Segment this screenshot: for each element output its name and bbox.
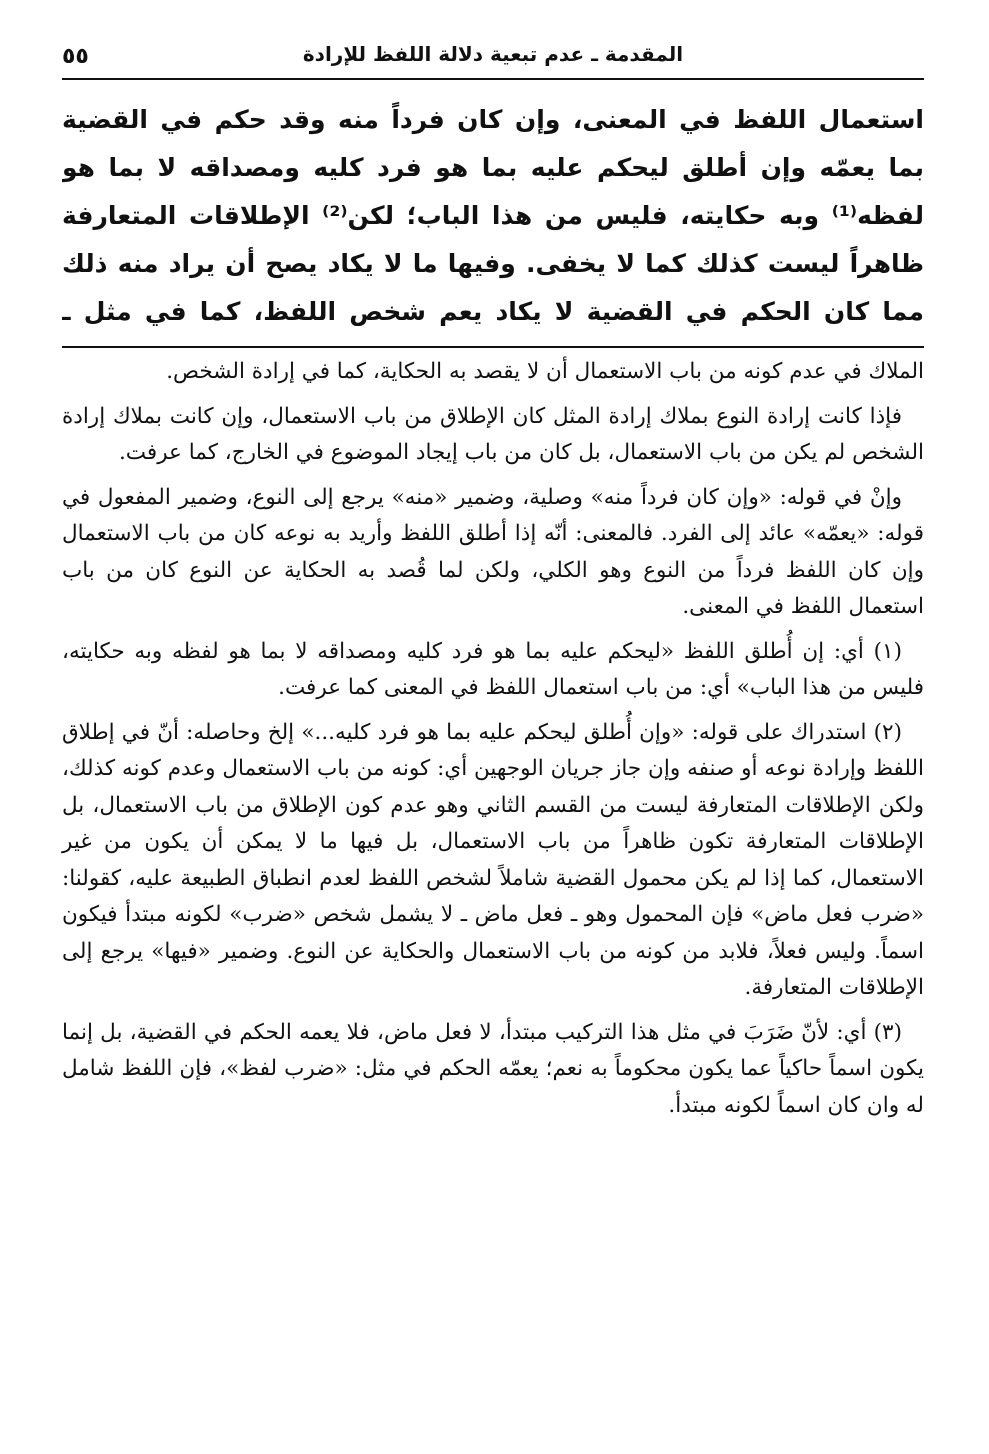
commentary-paragraph: فإذا كانت إرادة النوع بملاك إرادة المثل كان الإطلاق من باب الاستعمال، وإن كانت بملاك إرادة الشخص لم يكن من باب الاستعمال، بل كان من باب إيجاد الموضوع في الخارج، كما عرفت.	[62, 403, 924, 465]
commentary-paragraph: وإنْ في قوله: «وإن كان فرداً منه» وصلية، وضمير «منه» يرجع إلى النوع، وضمير المفعول في قوله: «يعمّه» عائد إلى الفرد. فالمعنى: أنّه إذا أطلق اللفظ وأريد به نوعه كان من باب الاستعمال وإن كان اللفظ فرداً من النوع وهو الكلي، ولكن لما قُصد به الحكاية عن النوع كان من باب استعمال اللفظ في المعنى.	[62, 484, 924, 619]
footnote-1: (١) أي: إن أُطلق اللفظ «ليحكم عليه بما هو فرد كليه ومصداقه لا بما هو لفظه وبه حكايته، فليس من هذا الباب» أي: من باب استعمال اللفظ في المعنى كما عرفت.	[62, 638, 924, 700]
main-text: استعمال اللفظ في المعنى، وإن كان فرداً منه وقد حكم في القضية بما يعمّه وإن أطلق ليحكم عليه بما هو فرد كليه ومصداقه لا بما هو لفظه⁽¹⁾ وبه حكايته، فليس من هذا الباب؛ لكن⁽²⁾ الإطلاقات المتعارفة ظاهراً ليست كذلك كما لا يخفى. وفيها ما لا يكاد يصح أن يراد منه ذلك مما كان الحكم في القضية لا يكاد يعم شخص اللفظ، كما في مثل ـ	[62, 105, 924, 326]
commentary	[62, 354, 924, 1124]
footnote-2: (٢) استدراك على قوله: «وإن أُطلق ليحكم عليه بما هو فرد كليه...» إلخ وحاصله: أنّ في إطلاق اللفظ وإرادة نوعه أو صنفه وإن جاز جريان الوجهين أي: كونه من باب الاستعمال وعدم كونه كذلك، ولكن الإطلاقات المتعارفة ليست من القسم الثاني وهو عدم كون الإطلاق من باب الاستعمال، بل الإطلاقات المتعارفة تكون ظاهراً من باب الاستعمال، بل فيها ما لا يمكن أن يكون من غير الاستعمال، كما إذا لم يكن محمول القضية شاملاً لشخص اللفظ لعدم انطباق الطبيعة عليه، كقولنا: «ضرب فعل ماض» فإن المحمول وهو ـ فعل ماض ـ لا يشمل شخص «ضرب» لكونه مبتدأ فيكون اسماً. وليس فعلاً، فلابد من كونه من باب الاستعمال والحكاية عن النوع. وضمير «فيها» يرجع إلى الإطلاقات المتعارفة.	[62, 719, 924, 1000]
commentary-paragraph: الملاك في عدم كونه من باب الاستعمال أن لا يقصد به الحكاية، كما في إرادة الشخص.	[166, 359, 924, 384]
footnote-divider	[62, 346, 924, 348]
running-title: المقدمة ـ عدم تبعية دلالة اللفظ للإرادة	[302, 42, 684, 66]
page-header	[62, 38, 924, 80]
page-number: ٥٥	[62, 44, 89, 69]
footnote-3: (٣) أي: لأنّ ضَرَبَ في مثل هذا التركيب مبتدأ، لا فعل ماض، فلا يعمه الحكم في القضية، بل إنما يكون اسماً حاكياً عما يكون محكوماً به نعم؛ يعمّه الحكم في مثل: «ضرب لفظ»، فإن اللفظ شامل له وان كان اسماً لكونه مبتدأ.	[62, 1019, 924, 1118]
document-page	[62, 38, 924, 1438]
